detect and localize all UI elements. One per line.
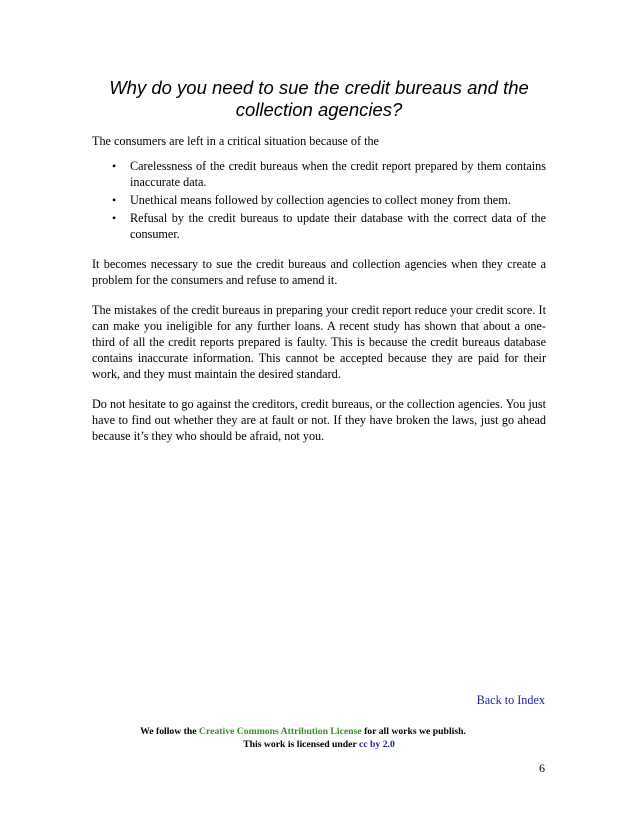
license-prefix: We follow the [140, 726, 200, 737]
list-item-text: Unethical means followed by collection agencies to collect money from them. [130, 193, 511, 207]
license-footer [92, 725, 546, 751]
license-line [92, 738, 546, 751]
license-line [76, 725, 530, 738]
page-title: Why do you need to sue the credit bureaus and the collection agencies? [109, 77, 529, 120]
list-item [112, 210, 546, 242]
bullet-icon: • [112, 211, 117, 225]
creative-commons-link[interactable]: Creative Commons Attribution License [199, 726, 362, 737]
license-prefix: This work is licensed under [243, 739, 360, 750]
bullet-list [92, 158, 546, 242]
list-item-text: Carelessness of the credit bureaus when the credit report prepared by them contains inaccurate data. [130, 159, 546, 189]
list-item [112, 158, 546, 190]
body-content [92, 133, 546, 458]
list-item-text: Refusal by the credit bureaus to update their database with the correct data of the consumer. [130, 211, 546, 241]
intro-paragraph: The consumers are left in a critical situation because of the [92, 134, 379, 148]
body-paragraph: Do not hesitate to go against the creditors, credit bureaus, or the collection agencies. You just have to find out whether they are at fault or not. If they have broken the laws, just go ahead because it’s they who should be afraid, not you. [92, 397, 546, 443]
list-item [112, 192, 546, 208]
body-paragraph: The mistakes of the credit bureaus in preparing your credit report reduce your credit score. It can make you ineligible for any further loans. A recent study has shown that about a one-third of all the credit reports prepared is faulty. This is because the credit bureaus database contains inaccurate information. This cannot be accepted because they are paid for their work, and they must maintain the desired standard. [92, 303, 546, 381]
bullet-icon: • [112, 193, 117, 207]
bullet-icon: • [112, 159, 117, 173]
back-to-index-link[interactable]: Back to Index [476, 693, 545, 707]
page-number: 6 [539, 761, 545, 775]
cc-by-link[interactable]: cc by 2.0 [359, 739, 395, 750]
license-suffix: for all works we publish. [361, 726, 466, 737]
body-paragraph: It becomes necessary to sue the credit bureaus and collection agencies when they create a problem for the consumers and refuse to amend it. [92, 257, 546, 287]
